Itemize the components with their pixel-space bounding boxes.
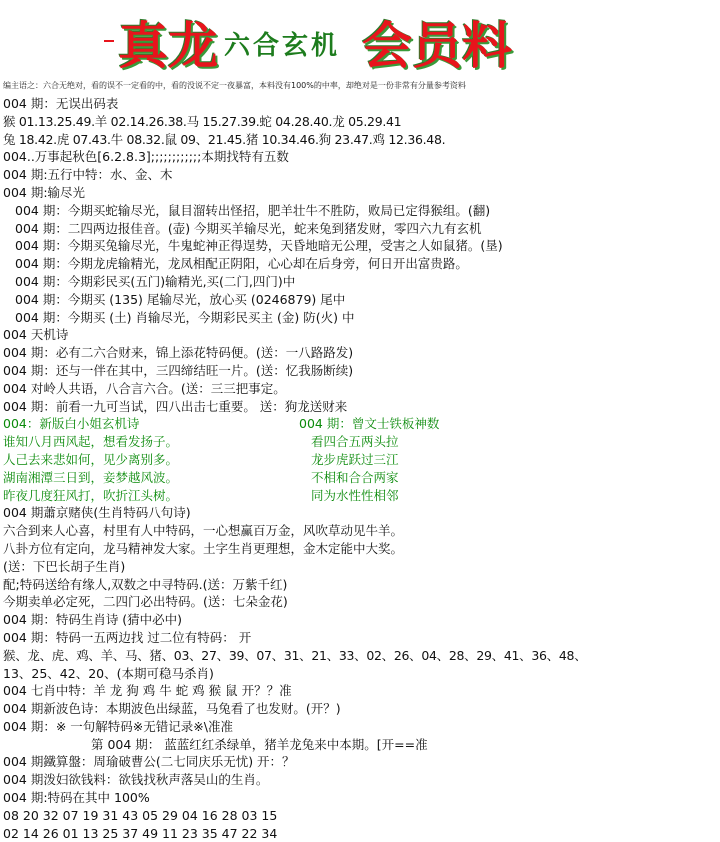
line: 004 期：必有二六合财来，锦上添花特码便。(送：一八路路发) [3,345,354,361]
poem-row [3,487,717,505]
line: 第 004 期： 蓝蓝红红杀绿单，猪羊龙兔来中本期。[开==准 [91,736,428,752]
line: 004 期：今期买 (土) 肖输尽光，今期彩民买主 (金) 防(火) 中 [15,309,355,325]
poem-left-verse: 昨夜几度狂风打，吹折江头树。 [3,487,179,503]
line: 004 期鐵算盤：周瑜破曹公(二七同庆乐无忧) 开：？ [3,754,295,770]
poem-row [3,415,717,433]
line: 08 20 32 07 19 31 43 05 29 04 16 28 03 15 [3,807,278,823]
line: 004 期:输尽光 [3,184,86,200]
line: 02 14 26 01 13 25 37 49 11 23 35 47 22 34 [3,825,278,841]
line: 配;特码送给有缘人,双数之中寻特码.(送：万紫千红) [3,576,288,592]
poem-left-verse: 谁知八月西风起，想看发扬子。 [3,434,179,450]
line: 004 期：今期买兔输尽光，牛鬼蛇神正得逞势，天昏地暗无公理，受害之人如鼠猪。(垦) [15,238,503,254]
line: 004 期：今期彩民买(五门)输精光,买(二门,四门)中 [15,273,296,289]
line: 004 七肖中特：羊 龙 狗 鸡 牛 蛇 鸡 猴 鼠 开？？准 [3,683,292,699]
title-liuhexuanji: 六合玄机 [224,31,341,61]
content-body [3,95,717,842]
line: 004 期：今期龙虎输精光，龙凤相配正阴阳，心心却在后身旁，何日开出富贵路。 [15,256,468,272]
line: 004..万事起秋色[6.2.8.3];;;;;;;;;;;;本期找特有五数 [3,149,289,165]
line: 004 期：前看一九可当试，四八出击七重要。 送：狗龙送财来 [3,398,348,414]
poem-row [3,469,717,487]
poem-right-verse: 龙步虎跃过三江 [311,451,399,467]
line: 004 期蕭京赌侠(生肖特码八句诗) [3,505,191,521]
line: 八卦方位有定向，龙马精神发大家。土字生肖更理想，金木定能中大奖。 [3,540,404,556]
line: 004 期：※ 一句解特码※无错记录※\准准 [3,718,233,734]
header-banner [0,0,720,80]
line: 004 期：二四两边报佳音。(壶) 今期买羊输尽光，蛇来兔到猪发财，零四六九有玄机 [15,220,482,236]
poem-left-title: 004：新版白小姐玄机诗 [3,416,140,432]
title-huiyuanliao: 会员料 [362,17,512,75]
line: 004 期泼妇欲钱料：欲钱找秋声落吴山的生肖。 [3,772,269,788]
line: 004 期：特码一五两边找 过二位有特码： 开 [3,629,252,645]
line: (送：下巴长胡子生肖) [3,558,126,574]
line: 004 期新波色诗：本期波色出绿蓝，马兔看了也发财。(开？) [3,701,341,717]
poem-right-verse: 看四合五两头拉 [311,434,399,450]
line: 004 期：还与一伴在其中，三四缔结旺一片。(送：忆我肠断续) [3,362,354,378]
line: 004 天机诗 [3,327,69,343]
line: 004 期：无误出码表 [3,96,119,111]
disclaimer-text: 编主语之：六合无绝对，看的误不一定看的中，看的没说不定一夜暴富，本料没有100%的中率，却绝对是一份非常有分量参考资料 [3,81,466,90]
line: 004 期：今期买蛇输尽光，鼠目溜转出怪招，肥羊壮牛不胜防，败局已定得猴组。(翻) [15,202,491,218]
poem-left-verse: 湖南湘潭三日到，妾梦越风波。 [3,469,179,485]
poem-right-title: 004 期：曾文士铁板神数 [299,416,440,432]
poem-right-verse: 不相和合合两家 [311,469,399,485]
line: 004 期:特码在其中 100% [3,790,150,806]
line: 猴 01.13.25.49.羊 02.14.26.38.马 15.27.39.蛇 04.28.40.龙 05.29.41 [3,113,402,129]
poem-right-verse: 同为水性性相邻 [311,487,399,503]
line: 猴、龙、虎、鸡、羊、马、猪、03、27、39、07、31、21、33、02、26、04、28、29、41、36、48、 [3,647,587,663]
line: 兔 18.42.虎 07.43.牛 08.32.鼠 09、21.45.猪 10.34.46.狗 23.47.鸡 12.36.48. [3,131,446,147]
line: 004 对岭人共语，八合言六合。(送：三三把事定。 [3,380,286,396]
line: 今期卖单必定死，二四门必出特码。(送：七朵金花) [3,594,288,610]
line: 004 期：特码生肖诗 (猜中必中) [3,612,183,628]
title-zhenlong: 真龙 [118,17,218,75]
line: 004 期：今期买 (135) 尾输尽光，放心买 (0246879) 尾中 [15,291,346,307]
line: 六合到来人心喜，村里有人中特码，一心想赢百万金，风吹草动见牛羊。 [3,523,404,539]
poem-left-verse: 人己去来悲如何，见少离别多。 [3,451,179,467]
poem-row [3,433,717,451]
line: 004 期:五行中特：水、金、木 [3,167,173,183]
poem-row [3,451,717,469]
line: 13、25、42、20、(本期可稳马杀肖) [3,665,214,681]
title-dash [104,40,114,42]
